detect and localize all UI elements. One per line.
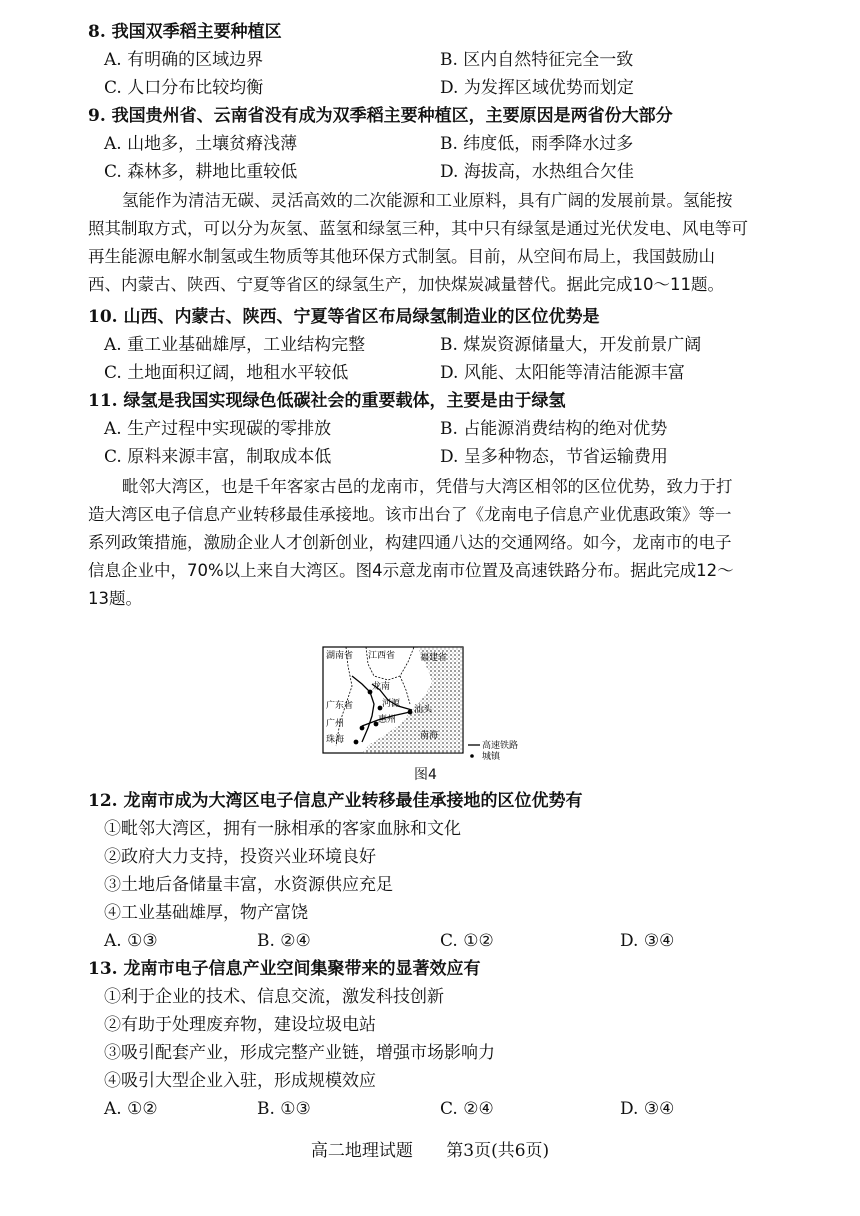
q11-option-b: B. 占能源消费结构的绝对优势 bbox=[440, 419, 668, 439]
q12-option-b: B. ②④ bbox=[257, 931, 311, 951]
q11-option-c: C. 原料来源丰富，制取成本低 bbox=[104, 447, 332, 467]
q13-option-d: D. ③④ bbox=[620, 1099, 675, 1119]
q11-option-d: D. 呈多种物态，节省运输费用 bbox=[440, 447, 668, 467]
q13-item-3: ③吸引配套产业，形成完整产业链，增强市场影响力 bbox=[104, 1043, 495, 1063]
q13-item-1: ①利于企业的技术、信息交流，激发科技创新 bbox=[104, 987, 444, 1007]
footer-subject: 高二地理试题 bbox=[310, 1141, 413, 1161]
q13-option-a: A. ①② bbox=[104, 1099, 158, 1119]
figure-caption: 图4 bbox=[414, 767, 437, 783]
map-label-guangzhou: 广州 bbox=[326, 719, 345, 729]
passage-longnan bbox=[88, 473, 760, 613]
passage-longnan-line: 13题。 bbox=[88, 589, 142, 608]
map-label-guangdong: 广东省 bbox=[326, 701, 354, 711]
q13-option-b: B. ①③ bbox=[257, 1099, 311, 1119]
map-label-jiangxi: 江西省 bbox=[368, 651, 396, 661]
q13-option-c: C. ②④ bbox=[440, 1099, 494, 1119]
q9-option-b: B. 纬度低，雨季降水过多 bbox=[440, 134, 634, 154]
map-label-nanhai: 南海 bbox=[420, 731, 439, 741]
passage-longnan-line: 系列政策措施，激励企业人才创新创业，构建四通八达的交通网络。如今，龙南市的电子 bbox=[88, 533, 732, 552]
q8-option-a: A. 有明确的区域边界 bbox=[104, 50, 264, 70]
question-11-stem: 11. 绿氢是我国实现绿色低碳社会的重要载体，主要是由于绿氢 bbox=[88, 391, 566, 411]
q12-option-d: D. ③④ bbox=[620, 931, 675, 951]
q12-item-4: ④工业基础雄厚，物产富饶 bbox=[104, 903, 308, 923]
passage-hydrogen bbox=[88, 187, 760, 299]
map-label-shantou: 汕头 bbox=[414, 705, 433, 715]
q12-option-a: A. ①③ bbox=[104, 931, 158, 951]
question-9-stem: 9. 我国贵州省、云南省没有成为双季稻主要种植区，主要原因是两省份大部分 bbox=[88, 106, 673, 126]
question-10-stem: 10. 山西、内蒙古、陕西、宁夏等省区布局绿氢制造业的区位优势是 bbox=[88, 307, 600, 327]
question-12-stem: 12. 龙南市成为大湾区电子信息产业转移最佳承接地的区位优势有 bbox=[88, 791, 583, 811]
legend-town-symbol bbox=[470, 754, 474, 758]
passage-hydrogen-line: 照其制取方式，可以分为灰氢、蓝氢和绿氢三种，其中只有绿氢是通过光伏发电、风电等可 bbox=[88, 219, 748, 238]
town-dot bbox=[360, 726, 365, 731]
q9-option-c: C. 森林多，耕地比重较低 bbox=[104, 162, 298, 182]
passage-hydrogen-line: 再生能源电解水制氢或生物质等其他环保方式制氢。目前，从空间布局上，我国鼓励山 bbox=[88, 247, 715, 266]
figure-4-map bbox=[322, 646, 534, 770]
footer-page-number: 第3页(共6页) bbox=[446, 1141, 550, 1161]
q9-option-a: A. 山地多，土壤贫瘠浅薄 bbox=[104, 134, 298, 154]
q12-item-1: ①毗邻大湾区，拥有一脉相承的客家血脉和文化 bbox=[104, 819, 461, 839]
passage-hydrogen-line: 西、内蒙古、陕西、宁夏等省区的绿氢生产，加快煤炭减量替代。据此完成10～11题。 bbox=[88, 275, 724, 294]
map-label-fujian: 福建省 bbox=[420, 653, 448, 663]
town-dot bbox=[354, 740, 359, 745]
passage-longnan-line: 毗邻大湾区，也是千年客家古邑的龙南市，凭借与大湾区相邻的区位优势，致力于打 bbox=[122, 477, 733, 496]
map-label-zhuhai: 珠海 bbox=[326, 735, 345, 745]
passage-hydrogen-line: 氢能作为清洁无碳、灵活高效的二次能源和工业原料，具有广阔的发展前景。氢能按 bbox=[122, 191, 733, 210]
q13-item-2: ②有助于处理废弃物，建设垃圾电站 bbox=[104, 1015, 376, 1035]
map-label-huizhou: 惠州 bbox=[378, 715, 397, 725]
q10-option-c: C. 土地面积辽阔，地租水平较低 bbox=[104, 363, 349, 383]
q10-option-a: A. 重工业基础雄厚，工业结构完整 bbox=[104, 335, 366, 355]
q12-item-2: ②政府大力支持，投资兴业环境良好 bbox=[104, 847, 376, 867]
q11-option-a: A. 生产过程中实现碳的零排放 bbox=[104, 419, 332, 439]
map-label-heyuan: 河源 bbox=[382, 699, 401, 709]
question-8-stem: 8. 我国双季稻主要种植区 bbox=[88, 22, 282, 42]
legend-town-label: 城镇 bbox=[482, 752, 501, 762]
passage-longnan-line: 信息企业中，70%以上来自大湾区。图4示意龙南市位置及高速铁路分布。据此完成12～ bbox=[88, 561, 734, 580]
map-label-hunan: 湖南省 bbox=[326, 651, 354, 661]
legend-railway-label: 高速铁路 bbox=[482, 741, 519, 751]
q8-option-c: C. 人口分布比较均衡 bbox=[104, 78, 264, 98]
question-13-stem: 13. 龙南市电子信息产业空间集聚带来的显著效应有 bbox=[88, 959, 481, 979]
town-dot bbox=[408, 710, 413, 715]
q8-option-b: B. 区内自然特征完全一致 bbox=[440, 50, 634, 70]
q8-option-d: D. 为发挥区域优势而划定 bbox=[440, 78, 634, 98]
q12-option-c: C. ①② bbox=[440, 931, 494, 951]
page-footer bbox=[0, 1137, 860, 1165]
q10-option-b: B. 煤炭资源储量大，开发前景广阔 bbox=[440, 335, 702, 355]
passage-longnan-line: 造大湾区电子信息产业转移最佳承接地。该市出台了《龙南电子信息产业优惠政策》等一 bbox=[88, 505, 732, 524]
map-label-longnan: 龙南 bbox=[372, 682, 391, 692]
q9-option-d: D. 海拔高，水热组合欠佳 bbox=[440, 162, 634, 182]
q10-option-d: D. 风能、太阳能等清洁能源丰富 bbox=[440, 363, 685, 383]
q12-item-3: ③土地后备储量丰富，水资源供应充足 bbox=[104, 875, 393, 895]
q13-item-4: ④吸引大型企业入驻，形成规模效应 bbox=[104, 1071, 376, 1091]
